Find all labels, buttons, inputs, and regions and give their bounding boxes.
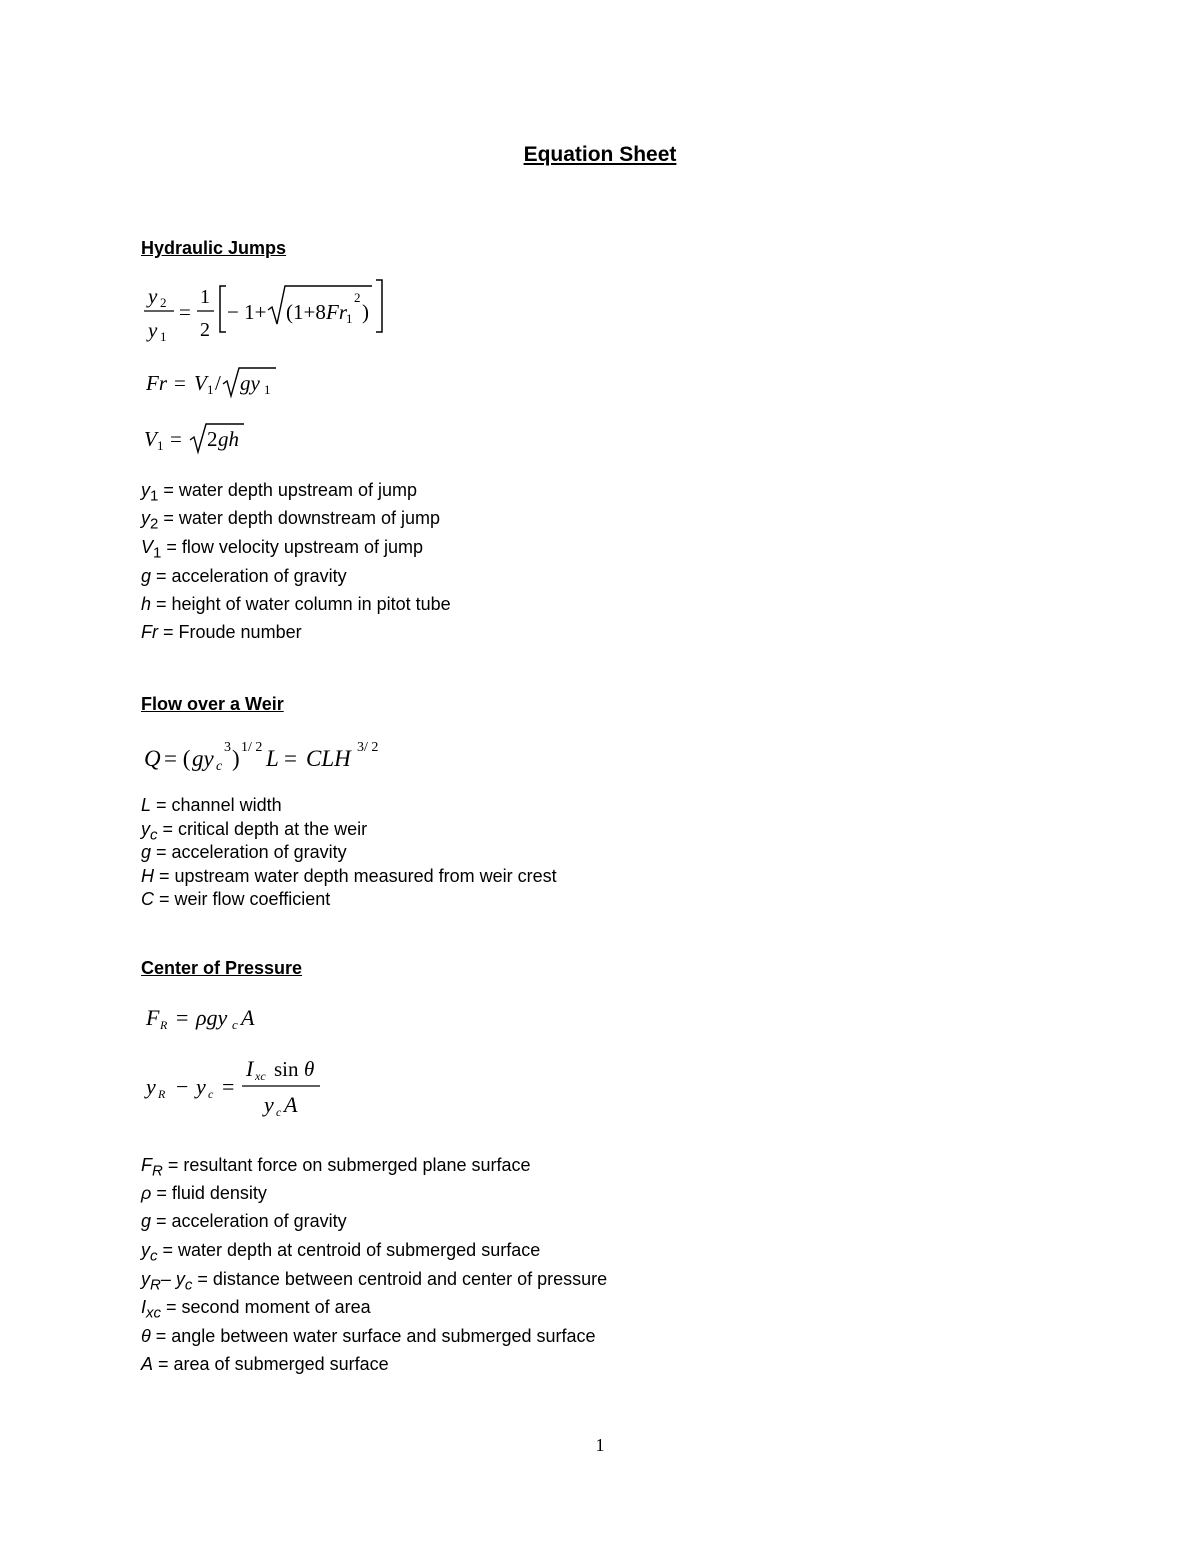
svg-text:gh: gh [218,427,239,451]
svg-text:CLH: CLH [306,746,351,771]
section-heading-flow-over-weir: Flow over a Weir [141,694,284,714]
svg-text:− 1+: − 1+ [227,300,267,324]
svg-text:1: 1 [157,438,164,453]
svg-text:1: 1 [200,286,210,308]
definition-item: A = area of submerged surface [141,1354,389,1374]
svg-text:ρgy: ρgy [196,1005,228,1030]
svg-text:I: I [246,1056,254,1081]
svg-text:/: / [215,371,221,395]
svg-text:=: = [174,371,186,395]
svg-text:1: 1 [207,382,214,397]
svg-text:gy: gy [192,746,214,771]
definition-item: $F_R$ = resultant force on submerged plane surface [141,1155,531,1180]
svg-text:(1+8: (1+8 [286,300,326,324]
definition-item: L = channel width [141,795,282,815]
svg-text:sin: sin [274,1057,299,1081]
svg-text:R: R [160,1018,168,1032]
svg-text:A: A [241,1005,255,1030]
equation-velocity [140,418,270,458]
equation-froude-number [140,362,300,402]
svg-text:θ: θ [304,1057,315,1081]
svg-text:1: 1 [160,329,167,344]
page-number: 1 [595,1435,605,1455]
svg-text:y: y [196,1074,206,1099]
svg-text:y: y [264,1092,274,1117]
section-heading-center-of-pressure: Center of Pressure [141,958,303,978]
svg-text:c: c [208,1087,214,1101]
definition-item: C = weir flow coefficient [141,889,331,909]
definition-item: H = upstream water depth measured from weir crest [141,866,557,886]
definition-item: h = height of water column in pitot tube [141,594,451,614]
svg-text:Q: Q [144,746,161,771]
svg-text:y: y [146,1074,156,1099]
equation-resultant-force [140,998,280,1038]
svg-text:3/ 2: 3/ 2 [357,740,379,755]
svg-text:y: y [148,318,158,342]
definition-item: ρ = fluid density [141,1183,267,1203]
svg-text:2: 2 [160,295,167,310]
svg-text:2: 2 [207,427,218,451]
svg-text:−: − [176,1074,189,1099]
svg-text:1/ 2: 1/ 2 [241,740,263,755]
svg-text:=: = [176,1005,189,1030]
definition-item: $I_{xc}$ = second moment of area [141,1297,371,1322]
svg-text:c: c [232,1017,238,1032]
svg-text:1: 1 [346,311,353,326]
svg-text:y: y [148,284,158,308]
svg-text:2: 2 [354,290,361,305]
section-heading-hydraulic-jumps: Hydraulic Jumps [141,238,287,258]
svg-text:Fr: Fr [326,300,347,324]
definition-item: g = acceleration of gravity [141,566,347,586]
definition-item: $y_c$ = critical depth at the weir [141,819,368,844]
svg-text:L: L [266,746,279,771]
svg-text:=: = [179,300,191,324]
definition-item: $y_2$ = water depth downstream of jump [141,508,440,533]
svg-text:gy: gy [240,371,260,395]
equation-weir-flow [140,734,400,776]
definition-item: g = acceleration of gravity [141,842,347,862]
svg-text:Fr: Fr [146,371,167,395]
svg-text:1: 1 [264,382,271,397]
definition-item: Fr = Froude number [141,622,302,642]
definition-item: $y_c$ = water depth at centroid of submerged surface [141,1240,541,1265]
svg-text:c: c [216,759,223,774]
svg-text:c: c [276,1105,282,1119]
svg-text:=: = [170,427,182,451]
svg-text:= (: = ( [164,746,191,771]
definition-item: $y_R-$ $y_c$ = distance between centroid and center of pressure [141,1269,608,1294]
definition-item: $V_1$ = flow velocity upstream of jump [141,537,423,562]
svg-text:): ) [362,300,369,324]
equation-center-of-pressure [140,1052,340,1124]
svg-text:R: R [158,1087,166,1101]
svg-text:A: A [284,1092,298,1117]
svg-text:2: 2 [200,319,210,341]
definition-item: g = acceleration of gravity [141,1211,347,1231]
svg-text:V: V [194,371,207,395]
definition-item: $y_1$ = water depth upstream of jump [141,480,417,505]
svg-text:xc: xc [255,1069,266,1083]
svg-text:F: F [146,1005,160,1030]
svg-text:): ) [232,746,240,771]
svg-text:V: V [144,427,157,451]
svg-text:3: 3 [224,740,231,755]
equation-jump-depth-ratio [140,276,400,348]
definition-item: θ = angle between water surface and submerged surface [141,1326,596,1346]
page-title: Equation Sheet [523,143,677,166]
svg-text:=: = [284,746,297,771]
svg-text:=: = [222,1074,235,1099]
